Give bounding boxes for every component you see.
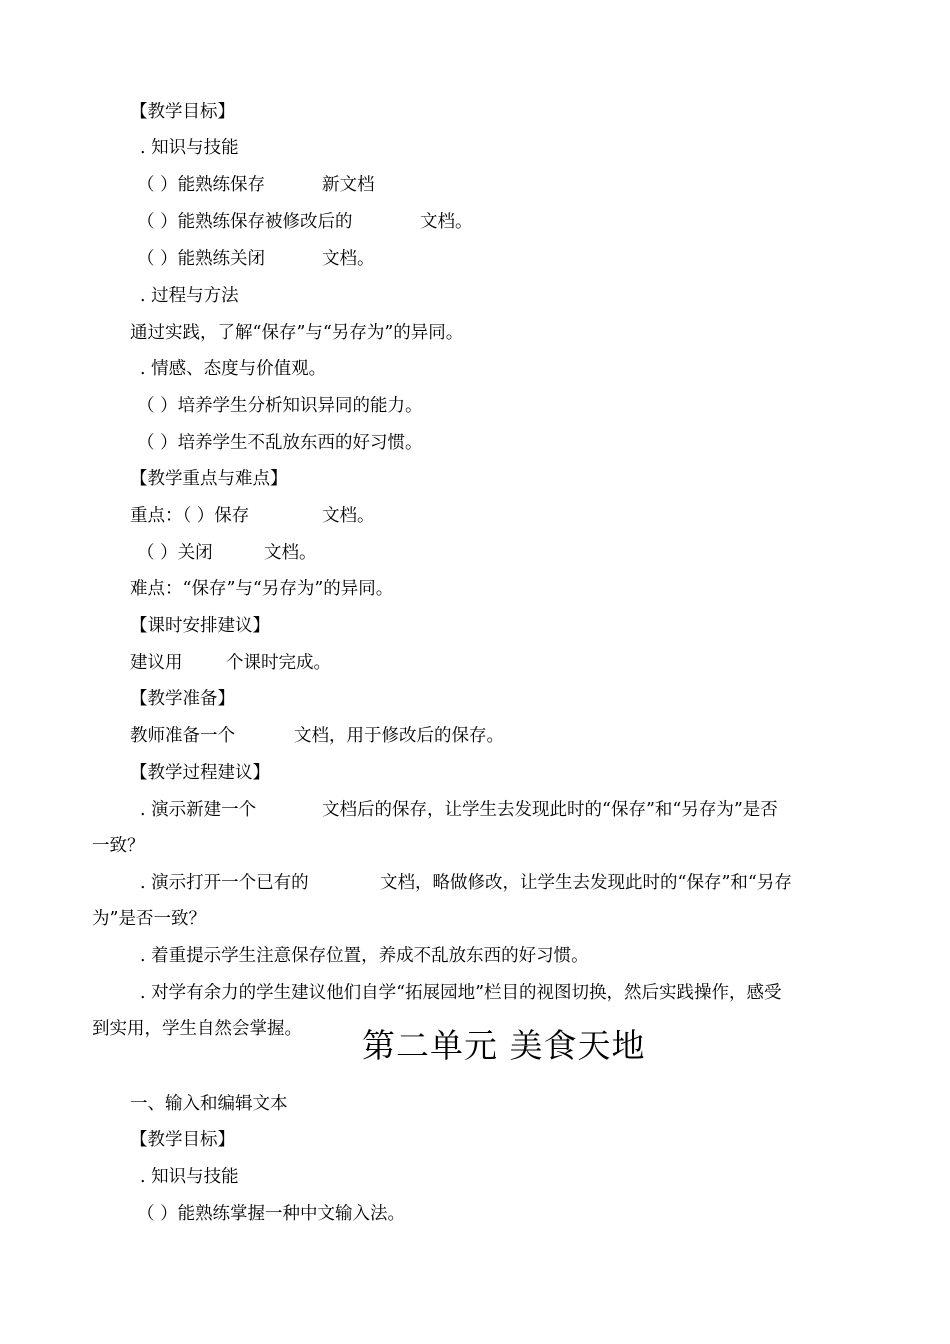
section-heading-objectives: 【教学目标】: [130, 1130, 235, 1150]
process-item-wrap: 到实用，学生自然会掌握。: [92, 1019, 302, 1039]
objective-item: （ ）能熟练保存: [137, 175, 266, 195]
section-heading-schedule: 【课时安排建议】: [130, 616, 270, 636]
process-item: . 演示打开一个已有的: [140, 873, 309, 893]
section-heading-preparation: 【教学准备】: [130, 689, 235, 709]
process-item-cont: 文档后的保存，让学生去发现此时的“保存”和“另存为”是否: [322, 800, 778, 820]
section-heading-key-points: 【教学重点与难点】: [130, 469, 288, 489]
objective-item: （ ）能熟练关闭: [137, 249, 266, 269]
subheading-emotion-attitude: . 情感、态度与价值观。: [140, 359, 327, 379]
process-item-wrap: 为”是否一致？: [92, 909, 206, 929]
subheading-process-method: . 过程与方法: [140, 286, 239, 306]
key-point: （ ）关闭: [137, 543, 213, 563]
schedule-text: 建议用: [130, 653, 183, 673]
key-point-cont: 文档。: [264, 543, 317, 563]
difficulty: 难点：“保存”与“另存为”的异同。: [130, 579, 394, 599]
preparation-text-cont: 文档，用于修改后的保存。: [294, 726, 504, 746]
preparation-text: 教师准备一个: [130, 726, 235, 746]
process-item: . 演示新建一个: [140, 800, 257, 820]
process-item: . 着重提示学生注意保存位置，养成不乱放东西的好习惯。: [140, 946, 589, 966]
lesson-heading: 一、输入和编辑文本: [130, 1094, 288, 1114]
key-point-cont: 文档。: [322, 506, 375, 526]
process-item: . 对学有余力的学生建议他们自学“拓展园地”栏目的视图切换，然后实践操作，感受: [140, 983, 782, 1003]
objective-item-cont: 文档。: [420, 212, 473, 232]
process-item-wrap: 一致？: [92, 836, 145, 856]
objective-item-cont: 文档。: [322, 249, 375, 269]
process-item-cont: 文档，略做修改，让学生去发现此时的“保存”和“另存: [380, 873, 792, 893]
subheading-knowledge-skills: . 知识与技能: [140, 138, 239, 158]
objective-item: （ ）能熟练保存被修改后的: [137, 212, 353, 232]
objective-item: （ ）培养学生分析知识异同的能力。: [137, 396, 423, 416]
section-heading-process: 【教学过程建议】: [130, 763, 270, 783]
unit-title: 第二单元 美食天地: [362, 1026, 646, 1065]
schedule-text-cont: 个课时完成。: [226, 653, 331, 673]
section-heading-objectives: 【教学目标】: [130, 102, 235, 122]
key-point: 重点：（ ）保存: [130, 506, 250, 526]
objective-item: （ ）培养学生不乱放东西的好习惯。: [137, 433, 423, 453]
objective-item-cont: 新文档: [322, 175, 375, 195]
subheading-knowledge-skills: . 知识与技能: [140, 1167, 239, 1187]
objective-item: （ ）能熟练掌握一种中文输入法。: [137, 1204, 406, 1224]
paragraph: 通过实践，了解“保存”与“另存为”的异同。: [130, 323, 464, 343]
